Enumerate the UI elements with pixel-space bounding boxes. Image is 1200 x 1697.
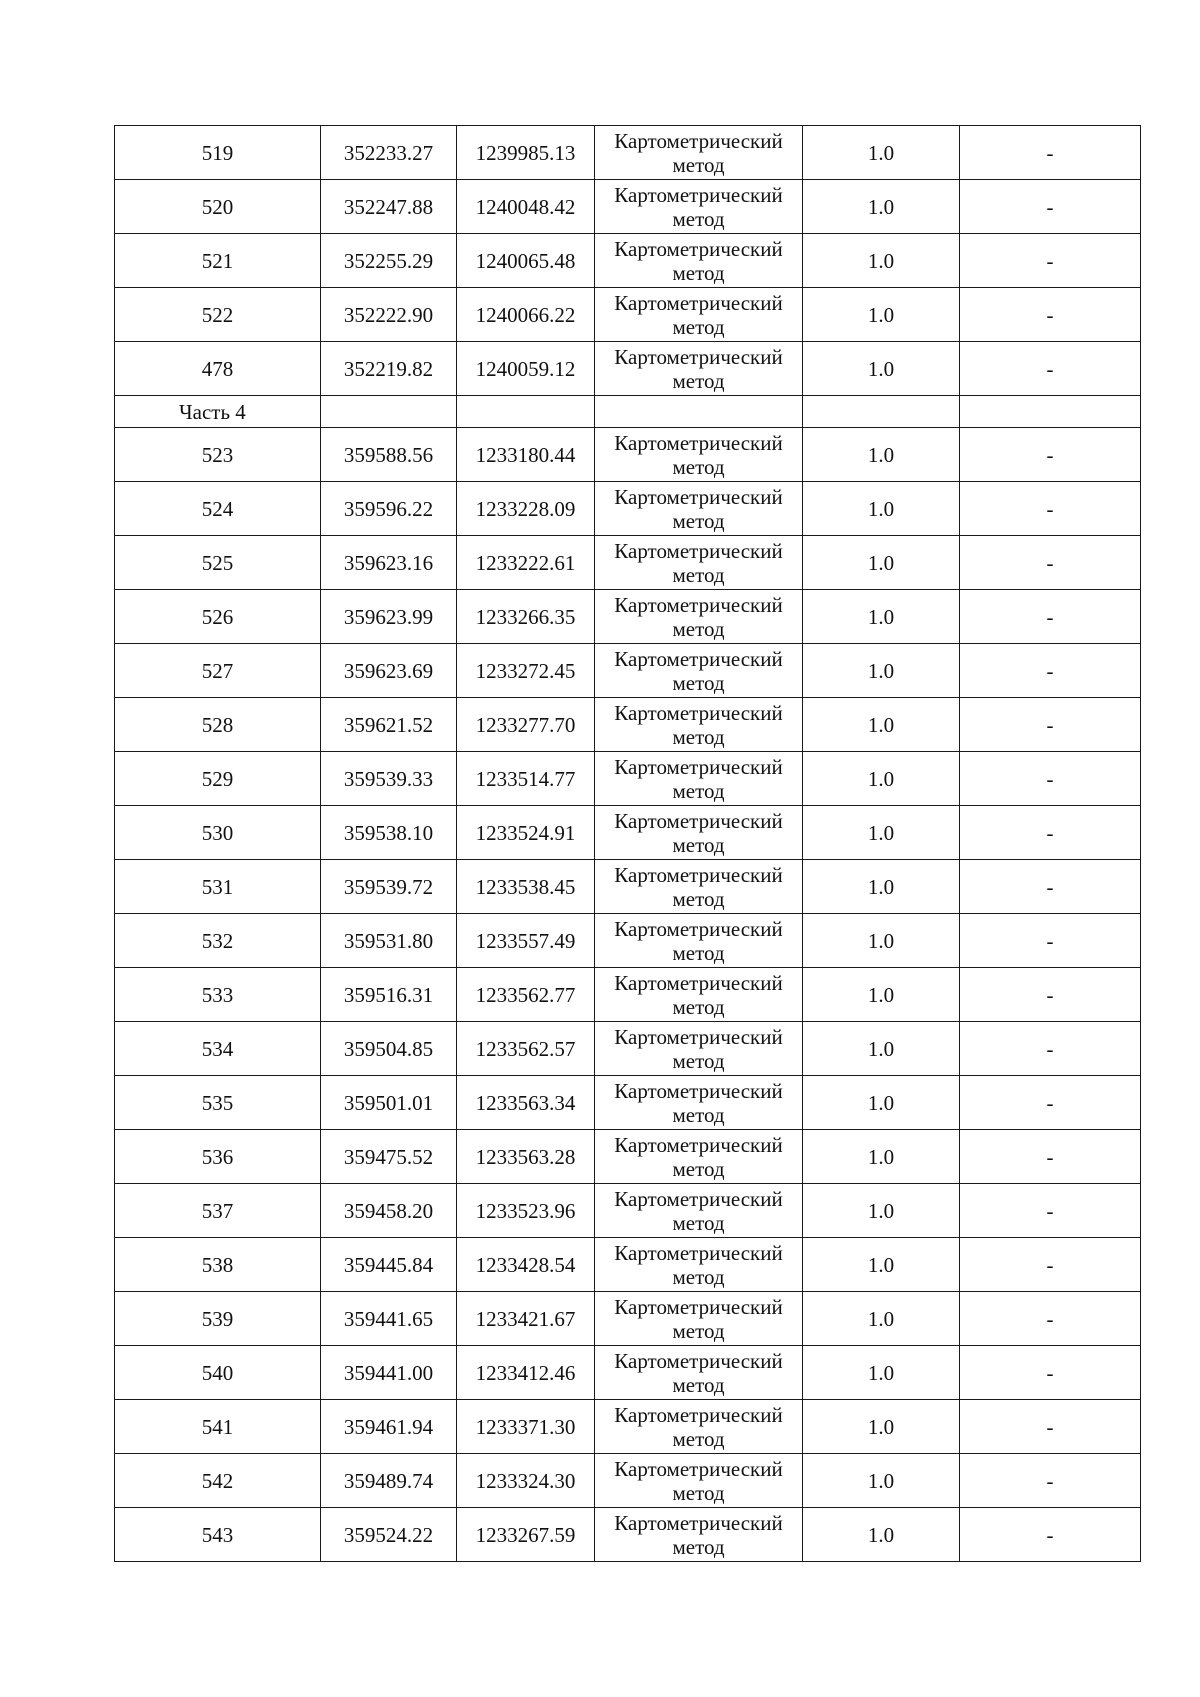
accuracy-cell: 1.0 (803, 1400, 960, 1454)
table-row (115, 1076, 1141, 1130)
method-text-line1: Картометрический (614, 128, 783, 153)
table-row (115, 806, 1141, 860)
note-cell: - (960, 914, 1141, 968)
x-coordinate-cell: 359588.56 (321, 428, 457, 482)
x-coordinate-cell: 359461.94 (321, 1400, 457, 1454)
method-cell (595, 968, 803, 1022)
method-text-line1: Картометрический (614, 1132, 783, 1157)
accuracy-cell: 1.0 (803, 1346, 960, 1400)
table-row (115, 482, 1141, 536)
point-id-cell: 532 (115, 914, 321, 968)
method-text-line2: метод (672, 1372, 725, 1397)
y-coordinate-cell: 1233562.57 (457, 1022, 595, 1076)
empty-cell (960, 396, 1141, 428)
method-cell (595, 342, 803, 396)
x-coordinate-cell: 352219.82 (321, 342, 457, 396)
y-coordinate-cell: 1233514.77 (457, 752, 595, 806)
x-coordinate-cell: 359441.00 (321, 1346, 457, 1400)
x-coordinate-cell: 359441.65 (321, 1292, 457, 1346)
method-cell (595, 482, 803, 536)
method-text-line2: метод (672, 832, 725, 857)
method-text-line2: метод (672, 206, 725, 231)
x-coordinate-cell: 352255.29 (321, 234, 457, 288)
x-coordinate-cell: 359445.84 (321, 1238, 457, 1292)
table-row (115, 1238, 1141, 1292)
method-cell (595, 1454, 803, 1508)
note-cell: - (960, 1346, 1141, 1400)
method-cell (595, 1022, 803, 1076)
y-coordinate-cell: 1233272.45 (457, 644, 595, 698)
x-coordinate-cell: 359621.52 (321, 698, 457, 752)
y-coordinate-cell: 1240065.48 (457, 234, 595, 288)
note-cell: - (960, 126, 1141, 180)
method-text-line2: метод (672, 368, 725, 393)
y-coordinate-cell: 1240059.12 (457, 342, 595, 396)
x-coordinate-cell: 359623.99 (321, 590, 457, 644)
method-text-line2: метод (672, 616, 725, 641)
note-cell: - (960, 1292, 1141, 1346)
y-coordinate-cell: 1233523.96 (457, 1184, 595, 1238)
method-cell (595, 1130, 803, 1184)
y-coordinate-cell: 1233277.70 (457, 698, 595, 752)
x-coordinate-cell: 352222.90 (321, 288, 457, 342)
x-coordinate-cell: 359623.69 (321, 644, 457, 698)
point-id-cell: 534 (115, 1022, 321, 1076)
method-text-line1: Картометрический (614, 538, 783, 563)
accuracy-cell: 1.0 (803, 482, 960, 536)
method-text-line2: метод (672, 260, 725, 285)
note-cell: - (960, 698, 1141, 752)
method-text-line1: Картометрический (614, 344, 783, 369)
accuracy-cell: 1.0 (803, 698, 960, 752)
accuracy-cell: 1.0 (803, 126, 960, 180)
method-text-line1: Картометрический (614, 1024, 783, 1049)
method-text-line1: Картометрический (614, 236, 783, 261)
accuracy-cell: 1.0 (803, 536, 960, 590)
point-id-cell: 543 (115, 1508, 321, 1562)
y-coordinate-cell: 1233324.30 (457, 1454, 595, 1508)
table-row (115, 1130, 1141, 1184)
y-coordinate-cell: 1233228.09 (457, 482, 595, 536)
method-text-line2: метод (672, 1048, 725, 1073)
method-cell (595, 1400, 803, 1454)
y-coordinate-cell: 1240066.22 (457, 288, 595, 342)
method-text-line2: метод (672, 314, 725, 339)
accuracy-cell: 1.0 (803, 590, 960, 644)
coordinates-table (114, 125, 1141, 1562)
accuracy-cell: 1.0 (803, 1454, 960, 1508)
y-coordinate-cell: 1240048.42 (457, 180, 595, 234)
accuracy-cell: 1.0 (803, 1184, 960, 1238)
point-id-cell: 519 (115, 126, 321, 180)
accuracy-cell: 1.0 (803, 180, 960, 234)
method-text-line2: метод (672, 1264, 725, 1289)
y-coordinate-cell: 1233557.49 (457, 914, 595, 968)
method-text-line1: Картометрический (614, 700, 783, 725)
accuracy-cell: 1.0 (803, 752, 960, 806)
note-cell: - (960, 288, 1141, 342)
method-text-line2: метод (672, 994, 725, 1019)
x-coordinate-cell: 359596.22 (321, 482, 457, 536)
table-row (115, 1346, 1141, 1400)
accuracy-cell: 1.0 (803, 342, 960, 396)
method-text-line2: метод (672, 670, 725, 695)
method-text-line1: Картометрический (614, 970, 783, 995)
method-cell (595, 180, 803, 234)
method-text-line1: Картометрический (614, 1240, 783, 1265)
method-text-line2: метод (672, 454, 725, 479)
method-text-line2: метод (672, 152, 725, 177)
point-id-cell: 533 (115, 968, 321, 1022)
method-text-line1: Картометрический (614, 290, 783, 315)
y-coordinate-cell: 1233524.91 (457, 806, 595, 860)
y-coordinate-cell: 1233563.34 (457, 1076, 595, 1130)
point-id-cell: 525 (115, 536, 321, 590)
table-row (115, 342, 1141, 396)
x-coordinate-cell: 359489.74 (321, 1454, 457, 1508)
note-cell: - (960, 590, 1141, 644)
y-coordinate-cell: 1233267.59 (457, 1508, 595, 1562)
point-id-cell: 527 (115, 644, 321, 698)
method-text-line2: метод (672, 1156, 725, 1181)
note-cell: - (960, 1508, 1141, 1562)
accuracy-cell: 1.0 (803, 1292, 960, 1346)
accuracy-cell: 1.0 (803, 1076, 960, 1130)
empty-cell (595, 396, 803, 428)
note-cell: - (960, 1076, 1141, 1130)
note-cell: - (960, 752, 1141, 806)
y-coordinate-cell: 1233222.61 (457, 536, 595, 590)
method-cell (595, 698, 803, 752)
accuracy-cell: 1.0 (803, 1508, 960, 1562)
point-id-cell: 531 (115, 860, 321, 914)
note-cell: - (960, 1022, 1141, 1076)
point-id-cell: 539 (115, 1292, 321, 1346)
note-cell: - (960, 180, 1141, 234)
accuracy-cell: 1.0 (803, 806, 960, 860)
note-cell: - (960, 860, 1141, 914)
x-coordinate-cell: 359524.22 (321, 1508, 457, 1562)
table-row (115, 1022, 1141, 1076)
y-coordinate-cell: 1233371.30 (457, 1400, 595, 1454)
table-row (115, 1454, 1141, 1508)
method-text-line2: метод (672, 778, 725, 803)
y-coordinate-cell: 1233428.54 (457, 1238, 595, 1292)
method-cell (595, 1184, 803, 1238)
empty-cell (803, 396, 960, 428)
accuracy-cell: 1.0 (803, 1238, 960, 1292)
point-id-cell: 541 (115, 1400, 321, 1454)
table-row (115, 234, 1141, 288)
accuracy-cell: 1.0 (803, 1022, 960, 1076)
method-text-line2: метод (672, 886, 725, 911)
note-cell: - (960, 1184, 1141, 1238)
table-row (115, 590, 1141, 644)
method-cell (595, 1292, 803, 1346)
method-cell (595, 806, 803, 860)
point-id-cell: 478 (115, 342, 321, 396)
method-text-line2: метод (672, 1480, 725, 1505)
table-row (115, 288, 1141, 342)
point-id-cell: 540 (115, 1346, 321, 1400)
note-cell: - (960, 342, 1141, 396)
x-coordinate-cell: 359539.33 (321, 752, 457, 806)
y-coordinate-cell: 1239985.13 (457, 126, 595, 180)
method-cell (595, 1238, 803, 1292)
point-id-cell: 526 (115, 590, 321, 644)
point-id-cell: 529 (115, 752, 321, 806)
note-cell: - (960, 1400, 1141, 1454)
method-text-line1: Картометрический (614, 754, 783, 779)
method-cell (595, 860, 803, 914)
table-row (115, 860, 1141, 914)
accuracy-cell: 1.0 (803, 860, 960, 914)
table-row (115, 914, 1141, 968)
point-id-cell: 528 (115, 698, 321, 752)
accuracy-cell: 1.0 (803, 428, 960, 482)
table-row (115, 1400, 1141, 1454)
accuracy-cell: 1.0 (803, 644, 960, 698)
note-cell: - (960, 806, 1141, 860)
point-id-cell: 530 (115, 806, 321, 860)
section-label: Часть 4 (115, 396, 321, 428)
method-text-line1: Картометрический (614, 1348, 783, 1373)
note-cell: - (960, 1130, 1141, 1184)
method-text-line1: Картометрический (614, 862, 783, 887)
point-id-cell: 537 (115, 1184, 321, 1238)
point-id-cell: 538 (115, 1238, 321, 1292)
x-coordinate-cell: 359458.20 (321, 1184, 457, 1238)
coordinates-table-body (115, 126, 1141, 1562)
method-cell (595, 288, 803, 342)
table-row (115, 126, 1141, 180)
note-cell: - (960, 482, 1141, 536)
method-text-line1: Картометрический (614, 1456, 783, 1481)
method-text-line2: метод (672, 1210, 725, 1235)
method-cell (595, 914, 803, 968)
accuracy-cell: 1.0 (803, 914, 960, 968)
x-coordinate-cell: 359475.52 (321, 1130, 457, 1184)
x-coordinate-cell: 352233.27 (321, 126, 457, 180)
method-cell (595, 644, 803, 698)
method-text-line1: Картометрический (614, 1078, 783, 1103)
table-row (115, 1184, 1141, 1238)
table-row (115, 968, 1141, 1022)
x-coordinate-cell: 359504.85 (321, 1022, 457, 1076)
x-coordinate-cell: 359623.16 (321, 536, 457, 590)
accuracy-cell: 1.0 (803, 234, 960, 288)
table-row (115, 752, 1141, 806)
x-coordinate-cell: 359531.80 (321, 914, 457, 968)
x-coordinate-cell: 359501.01 (321, 1076, 457, 1130)
method-text-line1: Картометрический (614, 916, 783, 941)
method-text-line1: Картометрический (614, 182, 783, 207)
x-coordinate-cell: 359539.72 (321, 860, 457, 914)
method-text-line2: метод (672, 724, 725, 749)
note-cell: - (960, 428, 1141, 482)
x-coordinate-cell: 359516.31 (321, 968, 457, 1022)
method-cell (595, 1076, 803, 1130)
note-cell: - (960, 644, 1141, 698)
y-coordinate-cell: 1233421.67 (457, 1292, 595, 1346)
method-cell (595, 590, 803, 644)
empty-cell (321, 396, 457, 428)
method-text-line1: Картометрический (614, 1402, 783, 1427)
method-cell (595, 1508, 803, 1562)
method-cell (595, 428, 803, 482)
table-row (115, 428, 1141, 482)
method-cell (595, 234, 803, 288)
note-cell: - (960, 1454, 1141, 1508)
table-row (115, 644, 1141, 698)
empty-cell (457, 396, 595, 428)
method-cell (595, 536, 803, 590)
table-row (115, 1292, 1141, 1346)
note-cell: - (960, 234, 1141, 288)
method-text-line2: метод (672, 1318, 725, 1343)
method-cell (595, 126, 803, 180)
point-id-cell: 520 (115, 180, 321, 234)
accuracy-cell: 1.0 (803, 288, 960, 342)
note-cell: - (960, 536, 1141, 590)
y-coordinate-cell: 1233538.45 (457, 860, 595, 914)
method-text-line2: метод (672, 1102, 725, 1127)
table-row (115, 536, 1141, 590)
method-cell (595, 1346, 803, 1400)
method-cell (595, 752, 803, 806)
point-id-cell: 524 (115, 482, 321, 536)
method-text-line2: метод (672, 1426, 725, 1451)
point-id-cell: 536 (115, 1130, 321, 1184)
method-text-line1: Картометрический (614, 1186, 783, 1211)
point-id-cell: 522 (115, 288, 321, 342)
section-row (115, 396, 1141, 428)
accuracy-cell: 1.0 (803, 968, 960, 1022)
note-cell: - (960, 968, 1141, 1022)
x-coordinate-cell: 352247.88 (321, 180, 457, 234)
y-coordinate-cell: 1233266.35 (457, 590, 595, 644)
method-text-line1: Картометрический (614, 1294, 783, 1319)
method-text-line1: Картометрический (614, 484, 783, 509)
table-row (115, 698, 1141, 752)
method-text-line2: метод (672, 508, 725, 533)
method-text-line2: метод (672, 940, 725, 965)
point-id-cell: 521 (115, 234, 321, 288)
method-text-line1: Картометрический (614, 592, 783, 617)
table-row (115, 1508, 1141, 1562)
method-text-line1: Картометрический (614, 808, 783, 833)
y-coordinate-cell: 1233562.77 (457, 968, 595, 1022)
point-id-cell: 535 (115, 1076, 321, 1130)
method-text-line1: Картометрический (614, 1510, 783, 1535)
point-id-cell: 523 (115, 428, 321, 482)
note-cell: - (960, 1238, 1141, 1292)
y-coordinate-cell: 1233412.46 (457, 1346, 595, 1400)
y-coordinate-cell: 1233563.28 (457, 1130, 595, 1184)
y-coordinate-cell: 1233180.44 (457, 428, 595, 482)
point-id-cell: 542 (115, 1454, 321, 1508)
method-text-line2: метод (672, 562, 725, 587)
x-coordinate-cell: 359538.10 (321, 806, 457, 860)
method-text-line1: Картометрический (614, 646, 783, 671)
method-text-line2: метод (672, 1534, 725, 1559)
table-row (115, 180, 1141, 234)
method-text-line1: Картометрический (614, 430, 783, 455)
accuracy-cell: 1.0 (803, 1130, 960, 1184)
